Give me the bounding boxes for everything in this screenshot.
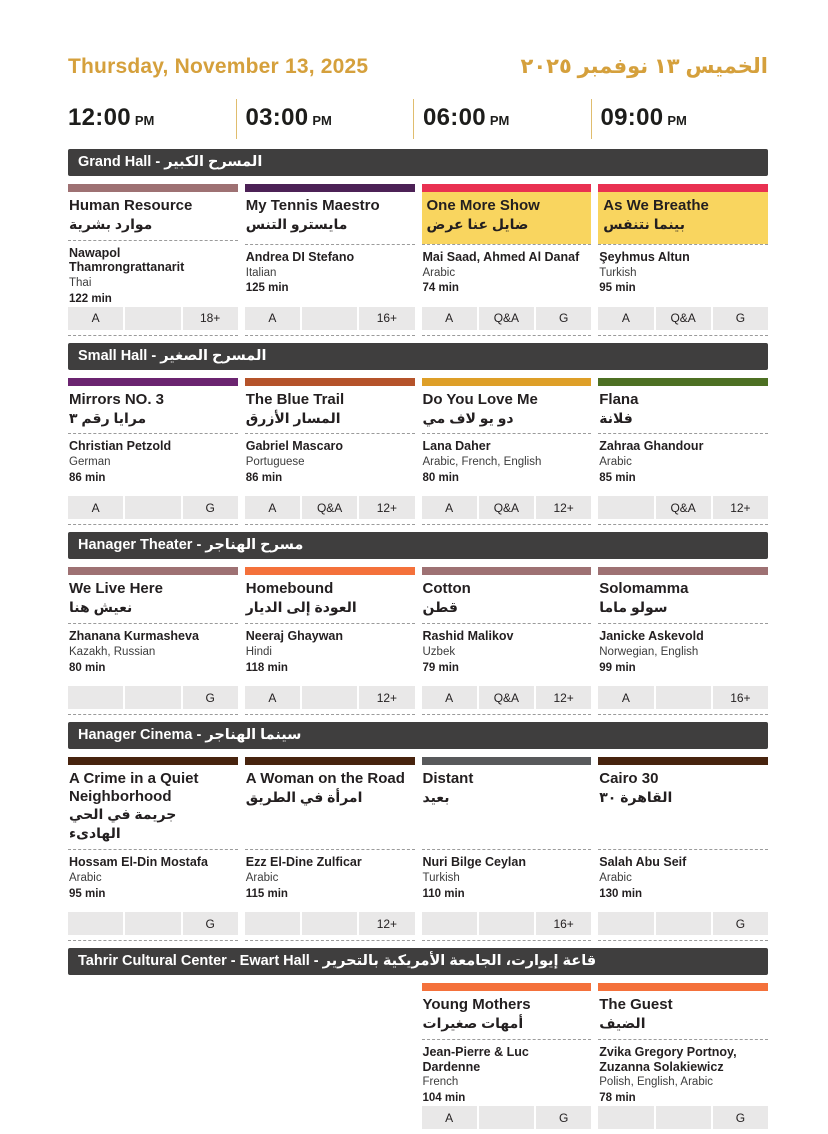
badge-cell — [125, 686, 180, 709]
film-card — [245, 184, 415, 336]
badge-cell — [125, 307, 180, 330]
time-value: 12:00 — [68, 104, 131, 131]
film-runtime: 130 min — [599, 887, 643, 900]
film-runtime: 118 min — [245, 661, 288, 674]
film-info-block — [422, 434, 592, 496]
film-color-bar — [245, 378, 415, 386]
badge-cell: A — [68, 307, 123, 330]
film-languages: Arabic — [245, 871, 279, 884]
time-value: 03:00 — [245, 104, 309, 131]
badge-cell — [245, 912, 300, 935]
film-title-arabic: امرأة في الطريق — [245, 788, 363, 805]
rating-badge-row — [598, 307, 768, 330]
rating-badge-row — [68, 686, 238, 709]
badge-cell: Q&A — [479, 307, 534, 330]
film-card — [598, 567, 768, 715]
time-slot-label — [68, 99, 236, 139]
film-runtime: 85 min — [599, 472, 636, 484]
badge-cell — [68, 686, 123, 709]
badge-cell: G — [183, 496, 238, 519]
film-title-block — [68, 192, 238, 240]
film-card — [68, 378, 238, 526]
film-color-bar — [245, 567, 415, 575]
film-title-block — [422, 991, 592, 1039]
film-title-arabic: فلانة — [599, 409, 633, 426]
director-name: Zhanana Kurmasheva — [69, 629, 199, 644]
rating-badge-row — [422, 1106, 592, 1129]
card-divider — [68, 524, 238, 525]
rating-badge-row — [68, 912, 238, 935]
film-title-english: Solomamma — [599, 580, 689, 598]
film-languages: Arabic — [69, 871, 102, 884]
rating-badge-row — [422, 912, 592, 935]
badge-cell: G — [536, 1106, 591, 1129]
badge-cell: Q&A — [479, 496, 534, 519]
film-color-bar — [422, 757, 592, 765]
date-header — [68, 54, 768, 79]
film-color-bar — [598, 757, 768, 765]
film-info-block — [68, 241, 238, 307]
badge-cell — [598, 1106, 653, 1129]
film-title-block — [422, 386, 592, 434]
film-title-block — [68, 765, 238, 849]
director-name: Zahraa Ghandour — [599, 439, 704, 454]
film-languages: Portuguese — [245, 456, 305, 469]
film-languages: Arabic, French, English — [422, 456, 542, 469]
film-info-block — [598, 434, 768, 496]
venue-name-label: Hanager Cinema - سينما الهناجر — [78, 727, 302, 744]
director-name: Rashid Malikov — [422, 629, 514, 644]
card-divider — [245, 524, 415, 525]
film-title-block — [422, 192, 592, 244]
film-color-bar — [422, 983, 592, 991]
director-name: Neeraj Ghaywan — [245, 629, 344, 644]
film-runtime: 80 min — [422, 472, 459, 484]
films-row — [68, 378, 768, 526]
film-card — [245, 567, 415, 715]
badge-cell: A — [245, 686, 300, 709]
film-languages: Hindi — [245, 645, 272, 658]
badge-cell: 12+ — [713, 496, 768, 519]
film-card — [598, 184, 768, 336]
film-color-bar — [68, 757, 238, 765]
film-card — [422, 983, 592, 1134]
badge-cell — [479, 912, 534, 935]
film-runtime: 99 min — [599, 661, 636, 674]
badge-cell: G — [713, 307, 768, 330]
badge-cell — [302, 912, 357, 935]
card-divider — [245, 335, 415, 336]
badge-cell: A — [422, 307, 477, 330]
card-divider — [68, 335, 238, 336]
film-title-block — [598, 991, 768, 1039]
badge-cell — [598, 496, 653, 519]
films-row — [68, 757, 768, 941]
director-name: Nawapol Thamrongrattanarit — [69, 245, 185, 275]
venue-section — [68, 149, 768, 336]
venue-section — [68, 343, 768, 526]
time-header-row — [68, 99, 768, 139]
badge-cell: G — [713, 1106, 768, 1129]
film-info-block — [598, 245, 768, 307]
badge-cell: A — [245, 496, 300, 519]
director-name: Andrea DI Stefano — [245, 249, 355, 264]
film-title-english: The Guest — [599, 996, 673, 1014]
film-runtime: 122 min — [69, 292, 112, 305]
rating-badge-row — [422, 307, 592, 330]
director-name: Gabriel Mascaro — [245, 439, 344, 454]
venue-section — [68, 532, 768, 715]
film-languages: Turkish — [599, 266, 637, 279]
film-title-block — [598, 192, 768, 244]
film-info-block — [245, 850, 415, 912]
badge-cell: A — [422, 686, 477, 709]
film-info-block — [68, 434, 238, 496]
badge-cell — [479, 1106, 534, 1129]
director-name: Christian Petzold — [69, 439, 172, 454]
card-divider — [598, 940, 768, 941]
card-divider — [245, 940, 415, 941]
film-info-block — [245, 624, 415, 686]
film-runtime: 95 min — [69, 887, 106, 900]
film-title-block — [68, 575, 238, 623]
film-title-arabic: موارد بشرية — [69, 215, 153, 232]
film-title-arabic: ضايل عنا عرض — [426, 215, 529, 232]
rating-badge-row — [422, 496, 592, 519]
film-card — [598, 757, 768, 941]
film-title-arabic: بعيد — [422, 788, 450, 805]
film-title-english: Cotton — [422, 580, 471, 598]
time-slot-label — [591, 99, 769, 139]
director-name: Nuri Bilge Ceylan — [422, 855, 526, 870]
film-title-block — [245, 575, 415, 623]
director-name: Jean-Pierre & Luc Dardenne — [422, 1044, 529, 1074]
venue-name-label: Hanager Theater - مسرح الهناجر — [78, 537, 304, 554]
time-value: 06:00 — [423, 104, 486, 131]
rating-badge-row — [422, 686, 592, 709]
time-meridiem: PM — [134, 113, 155, 128]
film-title-english: As We Breathe — [603, 197, 709, 214]
rating-badge-row — [245, 912, 415, 935]
badge-cell: 12+ — [536, 686, 591, 709]
rating-badge-row — [598, 496, 768, 519]
badge-cell: Q&A — [479, 686, 534, 709]
film-card — [68, 567, 238, 715]
badge-cell: G — [713, 912, 768, 935]
film-title-block — [422, 575, 592, 623]
film-info-block — [598, 850, 768, 912]
film-title-arabic: مرايا رقم ٣ — [69, 409, 147, 426]
film-color-bar — [422, 567, 592, 575]
badge-cell: Q&A — [656, 496, 711, 519]
film-title-block — [598, 765, 768, 849]
film-runtime: 125 min — [245, 282, 289, 295]
films-row — [68, 184, 768, 336]
film-languages: Uzbek — [422, 645, 456, 658]
film-runtime: 86 min — [69, 472, 106, 484]
badge-cell — [302, 686, 357, 709]
badge-cell — [125, 496, 180, 519]
film-runtime: 86 min — [245, 472, 283, 484]
film-card — [422, 567, 592, 715]
film-runtime: 95 min — [599, 282, 636, 295]
film-info-block — [245, 245, 415, 307]
venue-header-bar — [68, 532, 768, 559]
director-name: Ezz El-Dine Zulficar — [245, 855, 362, 870]
film-info-block — [422, 245, 592, 307]
film-languages: German — [69, 456, 111, 469]
venue-sections — [68, 149, 768, 1134]
film-runtime: 80 min — [69, 661, 106, 674]
film-languages: French — [422, 1076, 459, 1089]
badge-cell: A — [598, 686, 653, 709]
film-title-english: Do You Love Me — [422, 390, 538, 408]
film-title-arabic: العودة إلى الديار — [245, 599, 357, 616]
film-title-block — [68, 386, 238, 434]
film-title-arabic: مايسترو التنس — [245, 215, 348, 232]
film-color-bar — [245, 184, 415, 192]
card-divider — [422, 335, 592, 336]
badge-cell — [68, 912, 123, 935]
film-languages: Arabic — [422, 266, 456, 279]
rating-badge-row — [598, 912, 768, 935]
film-title-english: A Crime in a Quiet Neighborhood — [69, 770, 199, 805]
film-title-english: One More Show — [426, 197, 540, 214]
film-title-english: We Live Here — [69, 580, 163, 598]
film-color-bar — [422, 378, 592, 386]
venue-header-bar — [68, 722, 768, 749]
card-divider — [598, 524, 768, 525]
film-title-arabic: جريمة في الحي الهادىء — [69, 806, 177, 842]
film-color-bar — [598, 567, 768, 575]
film-card — [68, 184, 238, 336]
film-title-block — [598, 386, 768, 434]
badge-cell: 12+ — [359, 686, 414, 709]
film-runtime: 74 min — [422, 282, 459, 295]
badge-cell: G — [183, 912, 238, 935]
badge-cell: 12+ — [359, 496, 414, 519]
card-divider — [598, 335, 768, 336]
rating-badge-row — [245, 686, 415, 709]
badge-cell — [656, 912, 711, 935]
badge-cell — [422, 912, 477, 935]
badge-cell: G — [536, 307, 591, 330]
badge-cell — [125, 912, 180, 935]
badge-cell: 12+ — [536, 496, 591, 519]
film-languages: Turkish — [422, 871, 460, 884]
director-name: Şeyhmus Altun — [599, 249, 690, 264]
film-title-english: Distant — [422, 770, 474, 788]
film-title-block — [245, 765, 415, 849]
film-title-english: Young Mothers — [422, 996, 531, 1014]
film-runtime: 79 min — [422, 661, 459, 674]
badge-cell: A — [68, 496, 123, 519]
rating-badge-row — [245, 307, 415, 330]
film-runtime: 110 min — [422, 887, 465, 900]
film-title-english: A Woman on the Road — [245, 770, 405, 788]
time-value: 09:00 — [600, 104, 664, 131]
film-title-arabic: المسار الأزرق — [245, 409, 341, 426]
film-title-arabic: الضيف — [599, 1014, 646, 1031]
film-card — [422, 757, 592, 941]
film-languages: Italian — [245, 266, 277, 279]
film-card — [598, 983, 768, 1134]
film-title-block — [245, 386, 415, 434]
film-title-arabic: قطن — [422, 599, 458, 616]
film-title-english: The Blue Trail — [245, 390, 345, 408]
venue-header-bar — [68, 948, 768, 975]
film-info-block — [598, 624, 768, 686]
film-card — [422, 184, 592, 336]
film-info-block — [245, 434, 415, 496]
film-info-block — [422, 624, 592, 686]
film-title-arabic: نعيش هنا — [69, 599, 133, 616]
film-color-bar — [68, 184, 238, 192]
films-row — [68, 983, 768, 1134]
time-slot-label — [413, 99, 591, 139]
venue-header-bar — [68, 149, 768, 176]
badge-cell — [598, 912, 653, 935]
date-english: Thursday, November 13, 2025 — [68, 55, 369, 78]
film-color-bar — [422, 184, 592, 192]
badge-cell: 16+ — [536, 912, 591, 935]
film-title-english: Homebound — [245, 580, 334, 598]
director-name: Zvika Gregory Portnoy, Zuzanna Solakiewicz — [599, 1044, 737, 1074]
card-divider — [245, 714, 415, 715]
badge-cell: A — [422, 1106, 477, 1129]
film-color-bar — [598, 378, 768, 386]
rating-badge-row — [598, 686, 768, 709]
film-color-bar — [68, 567, 238, 575]
film-title-english: Cairo 30 — [599, 770, 659, 788]
badge-cell: 18+ — [183, 307, 238, 330]
film-title-arabic: القاهرة ٣٠ — [599, 788, 673, 805]
film-title-english: My Tennis Maestro — [245, 197, 380, 214]
card-divider — [422, 524, 592, 525]
badge-cell: G — [183, 686, 238, 709]
rating-badge-row — [68, 307, 238, 330]
badge-cell: 16+ — [359, 307, 414, 330]
film-card — [245, 757, 415, 941]
film-info-block — [598, 1040, 768, 1106]
badge-cell: Q&A — [302, 496, 357, 519]
venue-header-bar — [68, 343, 768, 370]
card-divider — [68, 714, 238, 715]
film-languages: Polish, English, Arabic — [599, 1076, 714, 1089]
venue-section — [68, 948, 768, 1134]
card-divider — [422, 940, 592, 941]
card-divider — [598, 714, 768, 715]
film-languages: Thai — [69, 277, 92, 290]
venue-name-label: Tahrir Cultural Center - Ewart Hall - قاعة إيوارت، الجامعة الأمريكية بالتحرير — [78, 953, 597, 970]
film-card — [598, 378, 768, 526]
director-name: Hossam El-Din Mostafa — [69, 855, 208, 870]
badge-cell: 16+ — [713, 686, 768, 709]
time-meridiem: PM — [312, 113, 332, 128]
film-info-block — [68, 850, 238, 912]
director-name: Salah Abu Seif — [599, 855, 687, 870]
rating-badge-row — [68, 496, 238, 519]
film-card — [68, 757, 238, 941]
film-info-block — [422, 1040, 592, 1106]
director-name: Mai Saad, Ahmed Al Danaf — [422, 249, 580, 264]
venue-name-label: Grand Hall - المسرح الكبير — [78, 154, 263, 170]
film-languages: Norwegian, English — [599, 645, 699, 658]
rating-badge-row — [598, 1106, 768, 1129]
rating-badge-row — [245, 496, 415, 519]
time-meridiem: PM — [667, 113, 687, 128]
film-title-arabic: بينما نتنفس — [603, 215, 686, 232]
film-title-english: Flana — [599, 390, 639, 408]
date-arabic: الخميس ١٣ نوفمبر ٢٠٢٥ — [520, 55, 768, 78]
film-color-bar — [598, 983, 768, 991]
badge-cell: A — [598, 307, 653, 330]
film-color-bar — [68, 378, 238, 386]
film-card — [245, 378, 415, 526]
director-name: Janicke Askevold — [599, 629, 704, 644]
film-title-block — [245, 192, 415, 244]
film-card — [422, 378, 592, 526]
venue-name-label: Small Hall - المسرح الصغير — [78, 347, 267, 364]
film-languages: Kazakh, Russian — [69, 645, 156, 658]
film-runtime: 115 min — [245, 887, 288, 900]
film-color-bar — [245, 757, 415, 765]
film-title-arabic: أمهات صغيرات — [422, 1014, 524, 1031]
films-row — [68, 567, 768, 715]
badge-cell — [302, 307, 357, 330]
badge-cell: A — [245, 307, 300, 330]
badge-cell: Q&A — [656, 307, 711, 330]
film-languages: Arabic — [599, 456, 632, 469]
card-divider — [422, 714, 592, 715]
film-title-arabic: دو يو لاف مي — [422, 409, 514, 426]
film-runtime: 78 min — [599, 1092, 636, 1105]
film-runtime: 104 min — [422, 1092, 466, 1105]
venue-section — [68, 722, 768, 941]
time-slot-label — [236, 99, 414, 139]
card-divider — [68, 940, 238, 941]
film-languages: Arabic — [599, 871, 632, 884]
film-title-english: Mirrors NO. 3 — [69, 390, 165, 408]
film-info-block — [422, 850, 592, 912]
film-info-block — [68, 624, 238, 686]
badge-cell — [656, 1106, 711, 1129]
film-title-block — [422, 765, 592, 849]
badge-cell — [656, 686, 711, 709]
film-title-english: Human Resource — [69, 197, 193, 214]
film-title-block — [598, 575, 768, 623]
film-title-arabic: سولو ماما — [599, 599, 668, 616]
director-name: Lana Daher — [422, 439, 491, 454]
badge-cell: A — [422, 496, 477, 519]
film-color-bar — [598, 184, 768, 192]
time-meridiem: PM — [489, 113, 510, 128]
badge-cell: 12+ — [359, 912, 414, 935]
